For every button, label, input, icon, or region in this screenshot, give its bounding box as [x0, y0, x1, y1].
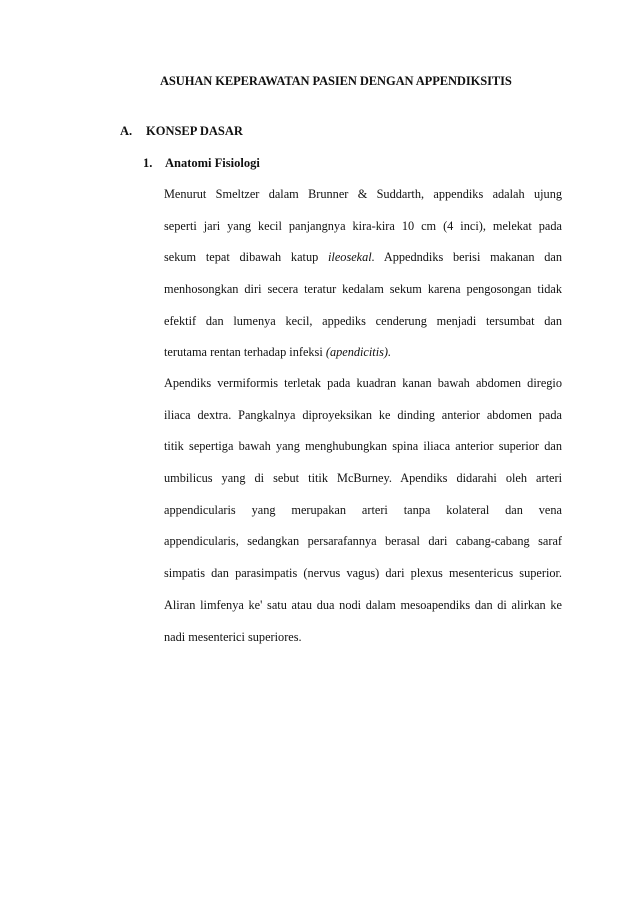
subsection-number: 1.: [143, 156, 153, 170]
subsection-heading-1: [143, 156, 260, 171]
paragraph-line: seperti jari yang kecil panjangnya kira-kira 10 cm (4 inci), melekat pada: [164, 218, 562, 233]
paragraph-line: Menurut Smeltzer dalam Brunner & Suddarth, appendiks adalah ujung: [164, 187, 562, 201]
paragraph-line: terutama rentan terhadap infeksi (apendicitis).: [164, 345, 392, 360]
paragraph-line: appendicularis yang merupakan arteri tanpa kolateral dan vena: [164, 502, 562, 517]
paragraph-line: Apendiks vermiformis terletak pada kuadran kanan bawah abdomen diregio: [164, 376, 562, 390]
subsection-label: Anatomi Fisiologi: [165, 156, 260, 170]
paragraph-line: umbilicus yang di sebut titik McBurney. Apendiks didarahi oleh arteri: [164, 471, 562, 486]
paragraph-line: simpatis dan parasimpatis (nervus vagus) dari plexus mesentericus superior.: [164, 566, 562, 581]
paragraph-line: appendicularis, sedangkan persarafannya berasal dari cabang-cabang saraf: [164, 534, 562, 549]
page-title: ASUHAN KEPERAWATAN PASIEN DENGAN APPENDIKSITIS: [160, 74, 512, 88]
section-number: A.: [120, 124, 133, 138]
italic-term: ileosekal.: [328, 250, 375, 265]
paragraph-line: Aliran limfenya ke' satu atau dua nodi dalam mesoapendiks dan di alirkan ke: [164, 597, 562, 612]
paragraph-line: iliaca dextra. Pangkalnya diproyeksikan ke dinding anterior abdomen pada: [164, 407, 562, 422]
paragraph-2: [164, 375, 562, 660]
paragraph-line: titik sepertiga bawah yang menghubungkan spina iliaca anterior superior dan: [164, 439, 562, 454]
paragraph-line: menhosongkan diri secera teratur kedalam sekum karena pengosongan tidak: [164, 282, 562, 297]
section-label: KONSEP DASAR: [146, 124, 243, 138]
italic-term: (apendicitis).: [325, 345, 392, 360]
paragraph-1: [164, 186, 562, 376]
section-heading-a: [120, 124, 243, 139]
paragraph-line: nadi mesenterici superiores.: [164, 629, 302, 644]
paragraph-line: efektif dan lumenya kecil, appediks cenderung menjadi tersumbat dan: [164, 313, 562, 328]
paragraph-line: sekum tepat dibawah katup ileosekal. Appedndiks berisi makanan dan: [164, 250, 562, 265]
